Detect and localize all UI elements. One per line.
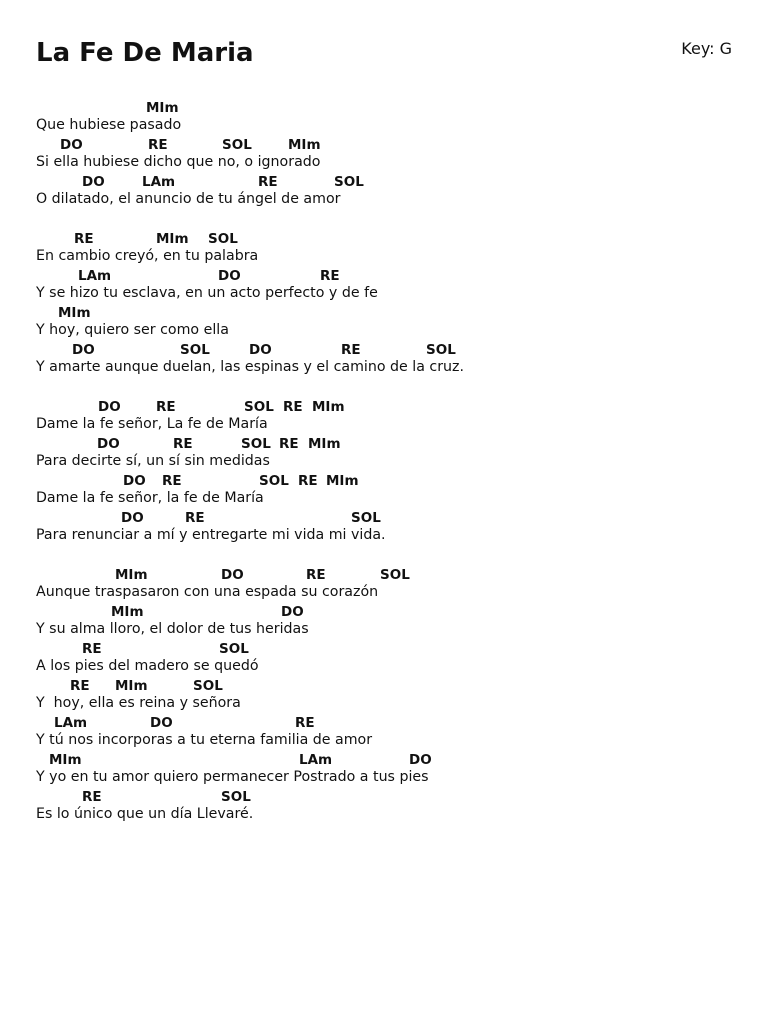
chord-label: DO [82, 174, 105, 190]
lyric-line: Y hoy, ella es reina y señora [36, 695, 241, 711]
chord-label: RE [74, 231, 94, 247]
lyric-line: Aunque traspasaron con una espada su corazón [36, 584, 379, 600]
chord-label: SOL [221, 789, 251, 805]
chord-label: RE [148, 137, 168, 153]
chord-label: MIm [111, 604, 144, 620]
chord-label: MIm [146, 100, 179, 116]
chord-label: MIm [58, 305, 91, 321]
chord-label: SOL [241, 436, 271, 452]
song-line [36, 135, 756, 172]
chord-label: MIm [308, 436, 341, 452]
chord-label: RE [320, 268, 340, 284]
stanza [36, 98, 756, 209]
song-line [36, 340, 756, 377]
lyric-line: Y amarte aunque duelan, las espinas y el camino de la cruz. [36, 359, 464, 375]
chord-label: RE [298, 473, 318, 489]
chord-label: DO [249, 342, 272, 358]
chord-label: SOL [351, 510, 381, 526]
lyric-line: Dame la fe señor, La fe de María [36, 416, 268, 432]
song-title: La Fe De Maria [36, 38, 254, 68]
song-line [36, 602, 756, 639]
chord-label: DO [281, 604, 304, 620]
song-line [36, 229, 756, 266]
chord-label: SOL [180, 342, 210, 358]
song-line [36, 434, 756, 471]
song-key: Key: G [681, 39, 732, 58]
chord-label: RE [279, 436, 299, 452]
lyric-line: Y yo en tu amor quiero permanecer Postrado a tus pies [36, 769, 429, 785]
chord-label: DO [218, 268, 241, 284]
chord-label: LAm [54, 715, 88, 731]
song-line [36, 172, 756, 209]
song-line [36, 508, 756, 545]
chord-label: SOL [334, 174, 364, 190]
lyric-line: Que hubiese pasado [36, 117, 182, 133]
chord-label: SOL [426, 342, 456, 358]
chord-label: SOL [380, 567, 410, 583]
chord-label: LAm [142, 174, 176, 190]
chord-label: SOL [222, 137, 252, 153]
chord-label: DO [60, 137, 83, 153]
chord-label: MIm [326, 473, 359, 489]
chord-label: DO [98, 399, 121, 415]
chord-label: MIm [49, 752, 82, 768]
chord-label: RE [306, 567, 326, 583]
lyric-line: Y hoy, quiero ser como ella [36, 322, 229, 338]
chord-label: MIm [115, 567, 148, 583]
lyric-line: Para renunciar a mí y entregarte mi vida mi vida. [36, 527, 386, 543]
chord-label: RE [341, 342, 361, 358]
chord-label: RE [156, 399, 176, 415]
song-line [36, 750, 756, 787]
chord-label: MIm [312, 399, 345, 415]
song-line [36, 303, 756, 340]
lyric-line: En cambio creyó, en tu palabra [36, 248, 259, 264]
lyric-line: Si ella hubiese dicho que no, o ignorado [36, 154, 321, 170]
chord-label: SOL [259, 473, 289, 489]
stanza [36, 397, 756, 545]
chord-label: LAm [78, 268, 112, 284]
song-line [36, 713, 756, 750]
stanza [36, 565, 756, 824]
chord-label: MIm [156, 231, 189, 247]
chord-label: SOL [208, 231, 238, 247]
chord-label: DO [97, 436, 120, 452]
chord-label: DO [221, 567, 244, 583]
chord-label: RE [70, 678, 90, 694]
chord-label: DO [121, 510, 144, 526]
lyric-line: Y su alma lloro, el dolor de tus heridas [36, 621, 309, 637]
chord-label: DO [409, 752, 432, 768]
chord-label: SOL [193, 678, 223, 694]
chord-label: RE [295, 715, 315, 731]
stanza [36, 229, 756, 377]
song-line [36, 676, 756, 713]
lyric-line: Es lo único que un día Llevaré. [36, 806, 254, 822]
lyric-line: A los pies del madero se quedó [36, 658, 259, 674]
chord-label: DO [123, 473, 146, 489]
chord-label: DO [72, 342, 95, 358]
lyric-line: Dame la fe señor, la fe de María [36, 490, 264, 506]
song-line [36, 98, 756, 135]
chord-label: MIm [288, 137, 321, 153]
chord-label: RE [173, 436, 193, 452]
song-line [36, 471, 756, 508]
chord-label: MIm [115, 678, 148, 694]
chord-label: DO [150, 715, 173, 731]
lyric-line: O dilatado, el anuncio de tu ángel de amor [36, 191, 341, 207]
lyric-line: Y se hizo tu esclava, en un acto perfecto y de fe [36, 285, 378, 301]
chord-label: SOL [219, 641, 249, 657]
chord-label: SOL [244, 399, 274, 415]
lyric-line: Para decirte sí, un sí sin medidas [36, 453, 270, 469]
song-line [36, 397, 756, 434]
lyric-line: Y tú nos incorporas a tu eterna familia de amor [36, 732, 373, 748]
song-line [36, 787, 756, 824]
chord-label: RE [162, 473, 182, 489]
chord-label: RE [283, 399, 303, 415]
chord-label: RE [258, 174, 278, 190]
song-line [36, 639, 756, 676]
song-line [36, 266, 756, 303]
chord-label: RE [185, 510, 205, 526]
chord-label: LAm [299, 752, 333, 768]
song-sheet [36, 98, 756, 844]
chord-label: RE [82, 641, 102, 657]
song-line [36, 565, 756, 602]
chord-label: RE [82, 789, 102, 805]
